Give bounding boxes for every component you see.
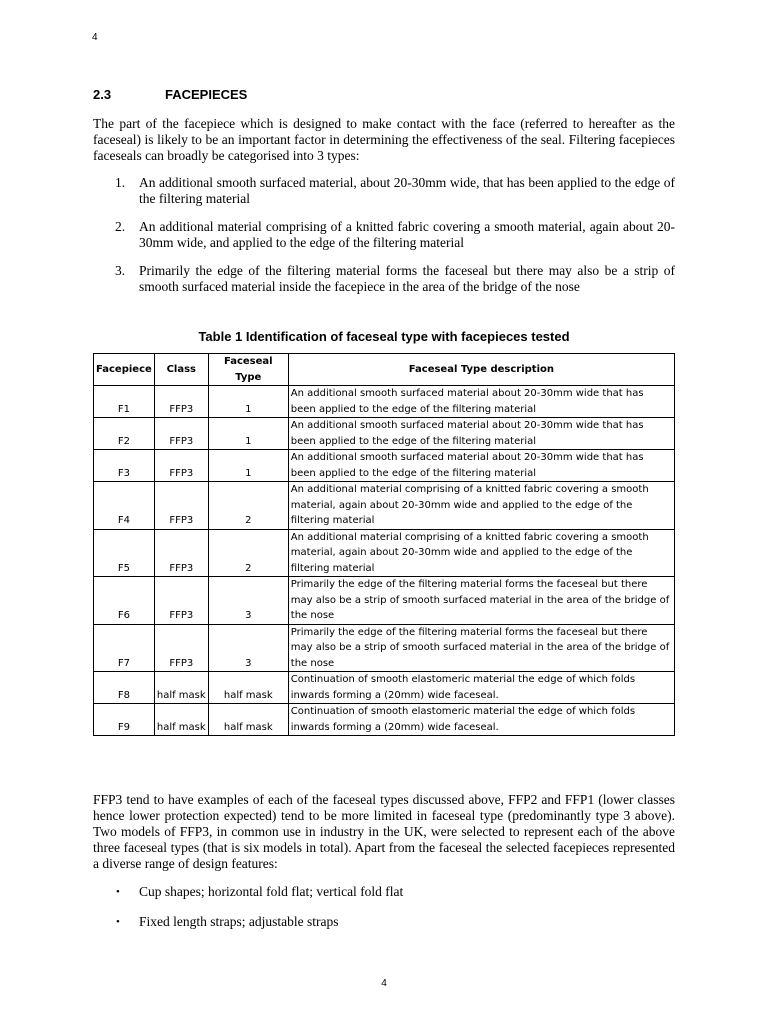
- cell-faceseal-type: 1: [208, 386, 288, 418]
- cell-class: FFP3: [154, 386, 208, 418]
- cell-faceseal-type: 2: [208, 482, 288, 530]
- cell-class: FFP3: [154, 529, 208, 577]
- faceseal-types-list: [93, 175, 675, 307]
- section-title: FACEPIECES: [165, 87, 248, 102]
- description-line: An additional material comprising of a knitted fabric covering a smooth: [290, 484, 649, 495]
- description-line: An additional smooth surfaced material about 20-30mm wide that has: [290, 420, 644, 431]
- cell-description: [288, 704, 674, 736]
- list-item-text: Cup shapes; horizontal fold flat; vertical fold flat: [139, 884, 404, 899]
- cell-faceseal-type: 1: [208, 418, 288, 450]
- cell-class: FFP3: [154, 450, 208, 482]
- list-item-number: 2.: [115, 219, 126, 234]
- header-class: Class: [154, 354, 208, 386]
- cell-facepiece: F3: [94, 450, 155, 482]
- cell-description: [288, 577, 674, 625]
- table-row: [94, 704, 675, 736]
- list-item: [93, 914, 675, 930]
- description-line: Continuation of smooth elastomeric material the edge of which folds: [290, 674, 636, 685]
- cell-description: [288, 624, 674, 672]
- cell-faceseal-type: 3: [208, 624, 288, 672]
- cell-class: half mask: [154, 704, 208, 736]
- cell-faceseal-type: half mask: [208, 672, 288, 704]
- cell-description: [288, 482, 674, 530]
- intro-paragraph: The part of the facepiece which is designed to make contact with the face (referred to hereafter as the faceseal) is likely to be an important factor in determining the effectiveness of the seal. Filtering facepieces faceseals can broadly be categorised into 3 types:: [93, 116, 675, 163]
- bullet-icon: •: [116, 886, 120, 898]
- cell-facepiece: F5: [94, 529, 155, 577]
- cell-facepiece: F8: [94, 672, 155, 704]
- selection-paragraph: FFP3 tend to have examples of each of the faceseal types discussed above, FFP2 and FFP1 (lower classes hence lower protection expected) tend to be more limited in faceseal type (predominantly type 3 above). Two models of FFP3, in common use in industry in the UK, were selected to represent each of the above three faceseal types (that is six models in total). Apart from the faceseal the selected facepieces represented a diverse range of design features:: [93, 792, 675, 871]
- table-body: [94, 386, 675, 736]
- description-line: been applied to the edge of the filtering material: [290, 435, 537, 447]
- cell-facepiece: F6: [94, 577, 155, 625]
- cell-class: FFP3: [154, 624, 208, 672]
- header-facepiece: Facepiece: [94, 354, 155, 386]
- cell-faceseal-type: half mask: [208, 704, 288, 736]
- table-row: [94, 482, 675, 530]
- description-line: the nose: [290, 657, 335, 669]
- section-heading: [93, 87, 247, 102]
- cell-facepiece: F2: [94, 418, 155, 450]
- description-line: inwards forming a (20mm) wide faceseal.: [290, 689, 499, 701]
- list-item: [93, 263, 675, 295]
- table-row: [94, 672, 675, 704]
- list-item-text: Fixed length straps; adjustable straps: [139, 914, 339, 929]
- table-row: [94, 450, 675, 482]
- description-line: inwards forming a (20mm) wide faceseal.: [290, 721, 499, 733]
- description-line: been applied to the edge of the filtering material: [290, 403, 537, 415]
- list-item: [93, 175, 675, 207]
- list-item: [93, 219, 675, 251]
- description-line: material, again about 20-30mm wide and applied to the edge of the: [290, 499, 633, 511]
- header-description: Faceseal Type description: [288, 354, 674, 386]
- description-line: An additional smooth surfaced material about 20-30mm wide that has: [290, 388, 644, 399]
- cell-facepiece: F4: [94, 482, 155, 530]
- cell-description: [288, 672, 674, 704]
- cell-facepiece: F9: [94, 704, 155, 736]
- description-line: filtering material: [290, 562, 375, 574]
- list-item: [93, 884, 675, 900]
- cell-class: FFP3: [154, 418, 208, 450]
- cell-faceseal-type: 3: [208, 577, 288, 625]
- description-line: filtering material: [290, 515, 375, 526]
- table-row: [94, 418, 675, 450]
- description-line: been applied to the edge of the filtering material: [290, 467, 537, 479]
- cell-facepiece: F7: [94, 624, 155, 672]
- cell-description: [288, 529, 674, 577]
- cell-faceseal-type: 1: [208, 450, 288, 482]
- description-line: Primarily the edge of the filtering material forms the faceseal but there: [290, 579, 648, 590]
- description-line: Continuation of smooth elastomeric material the edge of which folds: [290, 706, 636, 717]
- description-line: may also be a strip of smooth surfaced material in the area of the bridge of: [290, 594, 670, 606]
- list-item-number: 3.: [115, 263, 126, 278]
- table-header-row: [94, 354, 675, 386]
- cell-description: [288, 386, 674, 418]
- design-features-list: [93, 884, 675, 944]
- table-row: [94, 386, 675, 418]
- cell-class: FFP3: [154, 577, 208, 625]
- table-row: [94, 624, 675, 672]
- description-line: An additional smooth surfaced material about 20-30mm wide that has: [290, 452, 644, 463]
- cell-facepiece: F1: [94, 386, 155, 418]
- page-number-bottom: 4: [381, 978, 387, 989]
- header-faceseal-type: Faceseal Type: [208, 354, 288, 386]
- cell-description: [288, 418, 674, 450]
- faceseal-table: [93, 353, 675, 736]
- section-number: 2.3: [93, 87, 112, 102]
- description-line: Primarily the edge of the filtering material forms the faceseal but there: [290, 626, 648, 638]
- description-line: the nose: [290, 610, 335, 621]
- table-row: [94, 529, 675, 577]
- cell-class: FFP3: [154, 482, 208, 530]
- list-item-text: Primarily the edge of the filtering material forms the faceseal but there may also be a strip of smooth surfaced material inside the facepiece in the area of the bridge of the nose: [139, 263, 675, 294]
- cell-faceseal-type: 2: [208, 529, 288, 577]
- cell-description: [288, 450, 674, 482]
- bullet-icon: •: [116, 916, 120, 928]
- description-line: may also be a strip of smooth surfaced material in the area of the bridge of: [290, 642, 670, 653]
- page-number-top: 4: [92, 32, 98, 43]
- description-line: material, again about 20-30mm wide and applied to the edge of the: [290, 547, 633, 558]
- cell-class: half mask: [154, 672, 208, 704]
- table-title: Table 1 Identification of faceseal type with facepieces tested: [198, 329, 570, 344]
- list-item-number: 1.: [115, 175, 126, 190]
- list-item-text: An additional material comprising of a knitted fabric covering a smooth material, again about 20-30mm wide, and applied to the edge of the filtering material: [139, 219, 675, 250]
- table-row: [94, 577, 675, 625]
- list-item-text: An additional smooth surfaced material, about 20-30mm wide, that has been applied to the edge of the filtering material: [139, 175, 675, 206]
- description-line: An additional material comprising of a knitted fabric covering a smooth: [290, 531, 649, 543]
